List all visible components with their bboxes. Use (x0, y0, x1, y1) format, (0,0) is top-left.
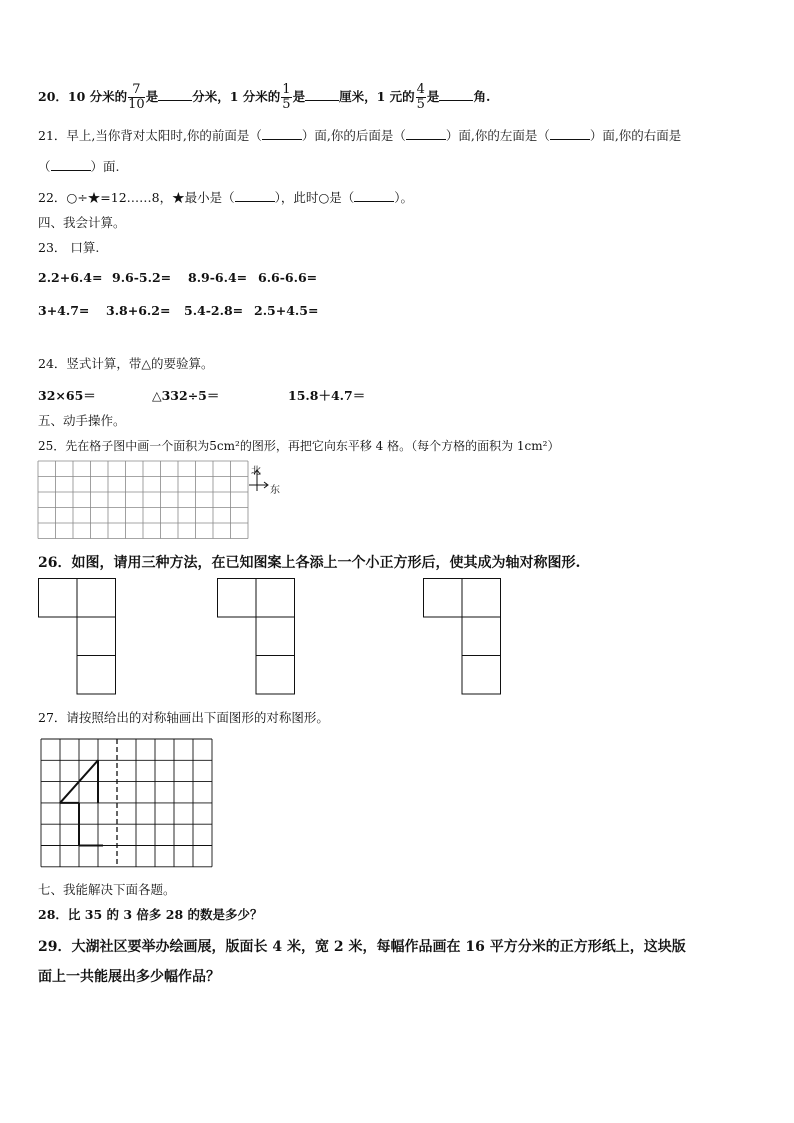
q26-figure-3[interactable] (423, 578, 503, 696)
question-25: 25．先在格子图中画一个面积为5cm²的图形，再把它向东平移 4 格。（每个方格的面积为 1cm²） (38, 439, 560, 453)
q24-item: △332÷5＝ (152, 388, 220, 403)
q23-item: 3+4.7= (38, 303, 90, 318)
question-21-line2: （ ）面. (38, 159, 120, 174)
question-27: 27．请按照给出的对称轴画出下面图形的对称图形。 (38, 710, 329, 725)
q24-item: 15.8＋4.7＝ (288, 388, 366, 403)
answer-blank[interactable] (51, 160, 91, 171)
answer-blank[interactable] (439, 88, 473, 101)
section-7-heading: 七、我能解决下面各题。 (38, 882, 176, 897)
q24-item: 32×65＝ (38, 388, 96, 403)
question-26: 26．如图，请用三种方法，在已知图案上各添上一个小正方形后，使其成为轴对称图形. (38, 555, 581, 571)
q23-item: 6.6-6.6= (258, 270, 318, 285)
q23-item: 9.6-5.2= (112, 270, 172, 285)
fraction-4-5: $\frac{4}{5}$ (416, 82, 425, 112)
question-29-line1: 29．大湖社区要举办绘画展，版面长 4 米，宽 2 米，每幅作品画在 16 平方分米的正方形纸上，这块版 (38, 939, 686, 955)
q23-item: 5.4-2.8= (184, 303, 244, 318)
question-20: 20．10 分米的 $\frac{7}{10}$ 是 分米，1 分米的 $\frac{1}{5}$ 是 厘米，1 元的 $\frac{4}{5}$ 是 角. (38, 82, 491, 112)
answer-blank[interactable] (406, 129, 446, 140)
q26-figure-1[interactable] (38, 578, 118, 696)
q27-grid[interactable] (41, 739, 216, 869)
q23-item: 2.5+4.5= (254, 303, 319, 318)
section-5-heading: 五、动手操作。 (38, 413, 126, 428)
answer-blank[interactable] (158, 88, 192, 101)
q23-item: 8.9-6.4= (188, 270, 248, 285)
question-24-title: 24．竖式计算，带△的要验算。 (38, 356, 214, 371)
question-28: 28．比 35 的 3 倍多 28 的数是多少？ (38, 907, 263, 922)
north-label: 北 (251, 466, 261, 477)
question-29-line2: 面上一共能展出多少幅作品？ (38, 969, 220, 985)
answer-blank[interactable] (262, 129, 302, 140)
answer-blank[interactable] (235, 191, 275, 202)
q26-figure-2[interactable] (217, 578, 297, 696)
answer-blank[interactable] (550, 129, 590, 140)
question-23-title: 23． 口算. (38, 240, 100, 255)
q23-item: 3.8+6.2= (106, 303, 171, 318)
fraction-7-10: $\frac{7}{10}$ (128, 82, 145, 112)
answer-blank[interactable] (354, 191, 394, 202)
question-21-line1: 21．早上,当你背对太阳时,你的前面是（ ）面,你的后面是（ ）面,你的左面是（ ）面,你的右面是 (38, 128, 682, 143)
section-4-heading: 四、我会计算。 (38, 215, 126, 230)
q23-item: 2.2+6.4= (38, 270, 103, 285)
east-label: 东 (270, 485, 280, 496)
answer-blank[interactable] (305, 88, 339, 101)
fraction-1-5: $\frac{1}{5}$ (282, 82, 291, 112)
question-22: 22．○÷★=12……8，★最小是（ ），此时○是（ ）。 (38, 190, 414, 205)
